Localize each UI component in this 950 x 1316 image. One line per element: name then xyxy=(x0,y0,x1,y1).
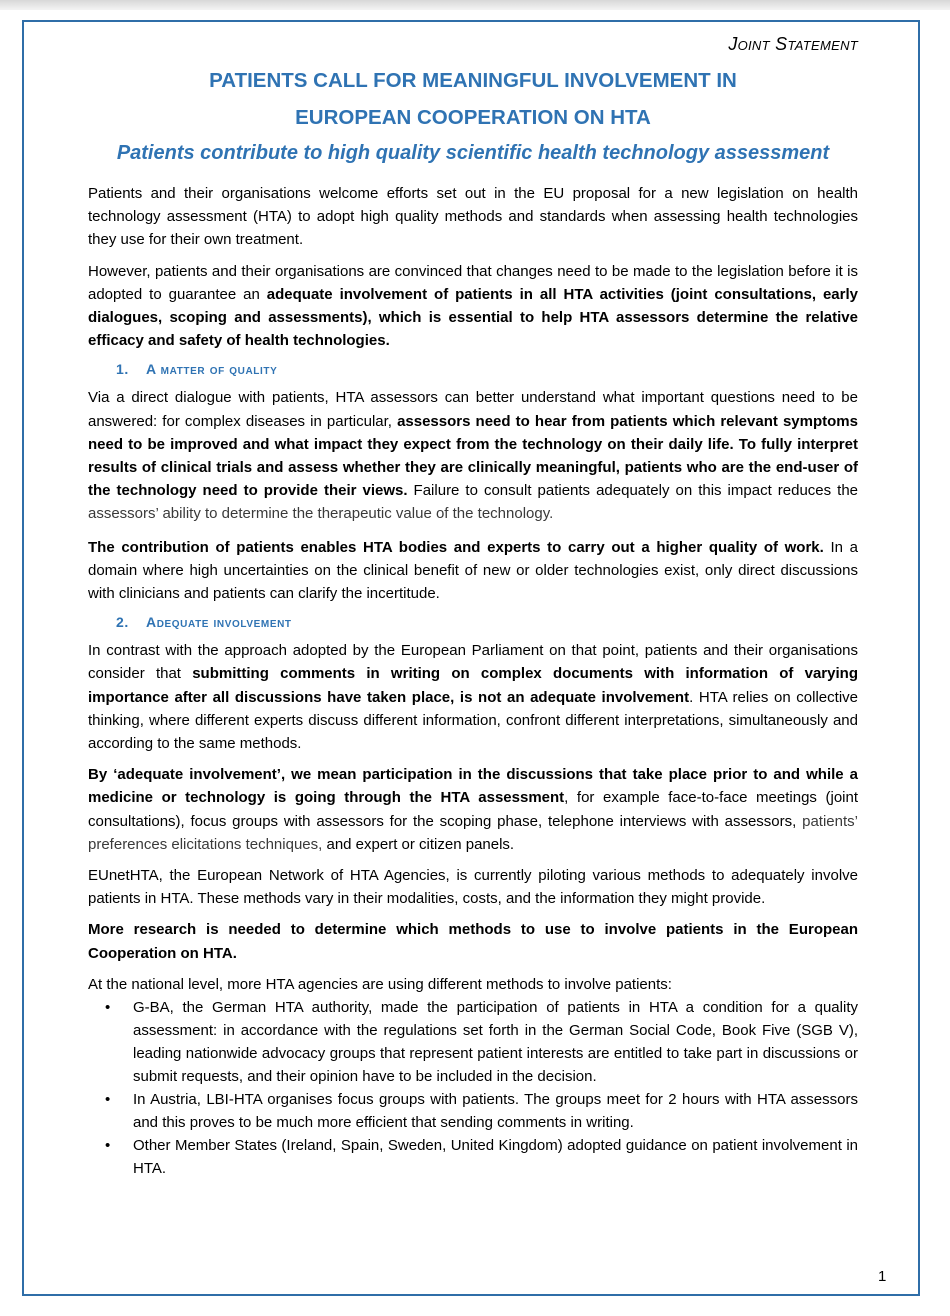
section-1-paragraph-1 xyxy=(88,386,858,525)
s2p2-text: , for example face-to-face meetings (joint consultations), focus groups with assessors for the scoping phase, telephone interviews with assessors, xyxy=(88,789,859,830)
section-1-paragraph-2 xyxy=(88,536,858,606)
s1p1-text-3: assessors’ ability to determine the therapeutic value of the technology. xyxy=(88,505,554,523)
s2p1-bold: submitting comments in writing on complex documents with information of varying importance after all discussions have taken place, is not an adequate involvement xyxy=(88,665,858,706)
intro-paragraph-2 xyxy=(88,260,858,353)
title-line-1: PATIENTS CALL FOR MEANINGFUL INVOLVEMENT IN xyxy=(209,69,737,92)
s2p2-text-3: and expert or citizen panels. xyxy=(322,835,515,853)
s2p1-text-2: . HTA relies on collective thinking, where different experts discuss different information, confront different interpretations, simultaneously and according to the same methods. xyxy=(88,688,858,753)
section-1-title: A matter of quality xyxy=(146,361,278,378)
s1p1-text: Via a direct dialogue with patients, HTA assessors can better understand what important questions need to be answered: for complex diseases in particular, xyxy=(88,389,858,430)
intro-paragraph-1: Patients and their organisations welcome efforts set out in the EU proposal for a new legislation on health technology assessment (HTA) to adopt high quality methods and standards when assessing health technologies they use for their own treatment. xyxy=(88,185,858,249)
list-item-text: In Austria, LBI-HTA organises focus groups with patients. The groups meet for 2 hours with HTA assessors and this proves to be much more efficient that sending comments in writing. xyxy=(133,1091,858,1132)
section-2-paragraph-2 xyxy=(88,763,858,856)
s1p2-bold: The contribution of patients enables HTA bodies and experts to carry out a higher quality of work. xyxy=(88,538,824,556)
intro-p2-bold: adequate involvement of patients in all HTA activities (joint consultations, early dialogues, scoping and assessments), which is essential to help HTA assessors determine the relative efficacy and safety of health technologies. xyxy=(88,285,858,350)
list-item xyxy=(88,996,858,1088)
section-2-title: Adequate involvement xyxy=(146,614,292,631)
page-number: 1 xyxy=(878,1268,887,1285)
list-item-text: Other Member States (Ireland, Spain, Sweden, United Kingdom) adopted guidance on patient involvement in HTA. xyxy=(133,1137,858,1178)
s2p1-text: In contrast with the approach adopted by the European Parliament on that point, patients and their organisations consider that xyxy=(88,642,858,683)
section-2-paragraph-4 xyxy=(88,918,858,964)
section-2-paragraph-3: EUnetHTA, the European Network of HTA Agencies, is currently piloting various methods to adequately involve patients in HTA. These methods vary in their modalities, costs, and the information they might provide. xyxy=(88,867,858,908)
list-item-text: G-BA, the German HTA authority, made the participation of patients in HTA a condition for a quality assessment: in accordance with the regulations set forth in the German Social Code, Book Five (SGB V), leading nationwide advocacy groups that represent patient interests are entitled to take part in discussions or submit requests, and their opinion have to be included in the decision. xyxy=(133,999,858,1086)
section-2-paragraph-1 xyxy=(88,639,858,755)
agency-list xyxy=(88,996,858,1180)
s2p2-bold: By ‘adequate involvement’, we mean participation in the discussions that take place prior to and while a medicine or technology is going through the HTA assessment xyxy=(88,766,858,807)
s2p4-bold: More research is needed to determine which methods to use to involve patients in the European Cooperation on HTA. xyxy=(88,921,858,962)
intro-p2-text: However, patients and their organisations are convinced that changes need to be made to the legislation before it is adopted to guarantee an xyxy=(88,262,858,303)
s1p1-text-2: Failure to consult patients adequately on this impact reduces the xyxy=(407,482,859,500)
bullet-icon: • xyxy=(105,1091,111,1109)
header-label: Joint Statement xyxy=(728,34,858,54)
list-item xyxy=(88,1088,858,1134)
section-2-number: 2. xyxy=(116,614,129,631)
s1p2-text: In a domain where high uncertainties on the clinical benefit of new or older technologies exist, only direct discussions with clinicians and patients can clarify the incertitude. xyxy=(88,538,859,603)
bullet-icon: • xyxy=(105,1137,111,1155)
title-line-2: EUROPEAN COOPERATION ON HTA xyxy=(295,106,651,129)
section-1-heading xyxy=(116,358,858,380)
page-content xyxy=(88,30,858,1180)
viewer-top-bar xyxy=(0,0,950,10)
s1p1-bold: assessors need to hear from patients which relevant symptoms need to be improved and what impact they expect from the technology on their daily life. To fully interpret results of clinical trials and assess whether they are clinically meaningful, patients who are the end-user of the technology need to provide their views. xyxy=(88,412,858,500)
s2p2-text-2: patients’ preferences elicitations techniques, xyxy=(88,812,858,853)
subtitle: Patients contribute to high quality scientific health technology assessment xyxy=(116,142,830,164)
section-2-heading xyxy=(116,611,858,633)
section-1-number: 1. xyxy=(116,361,129,378)
bullet-icon: • xyxy=(105,999,111,1017)
list-item xyxy=(88,1134,858,1180)
section-2-paragraph-5: At the national level, more HTA agencies are using different methods to involve patients: xyxy=(88,975,672,993)
